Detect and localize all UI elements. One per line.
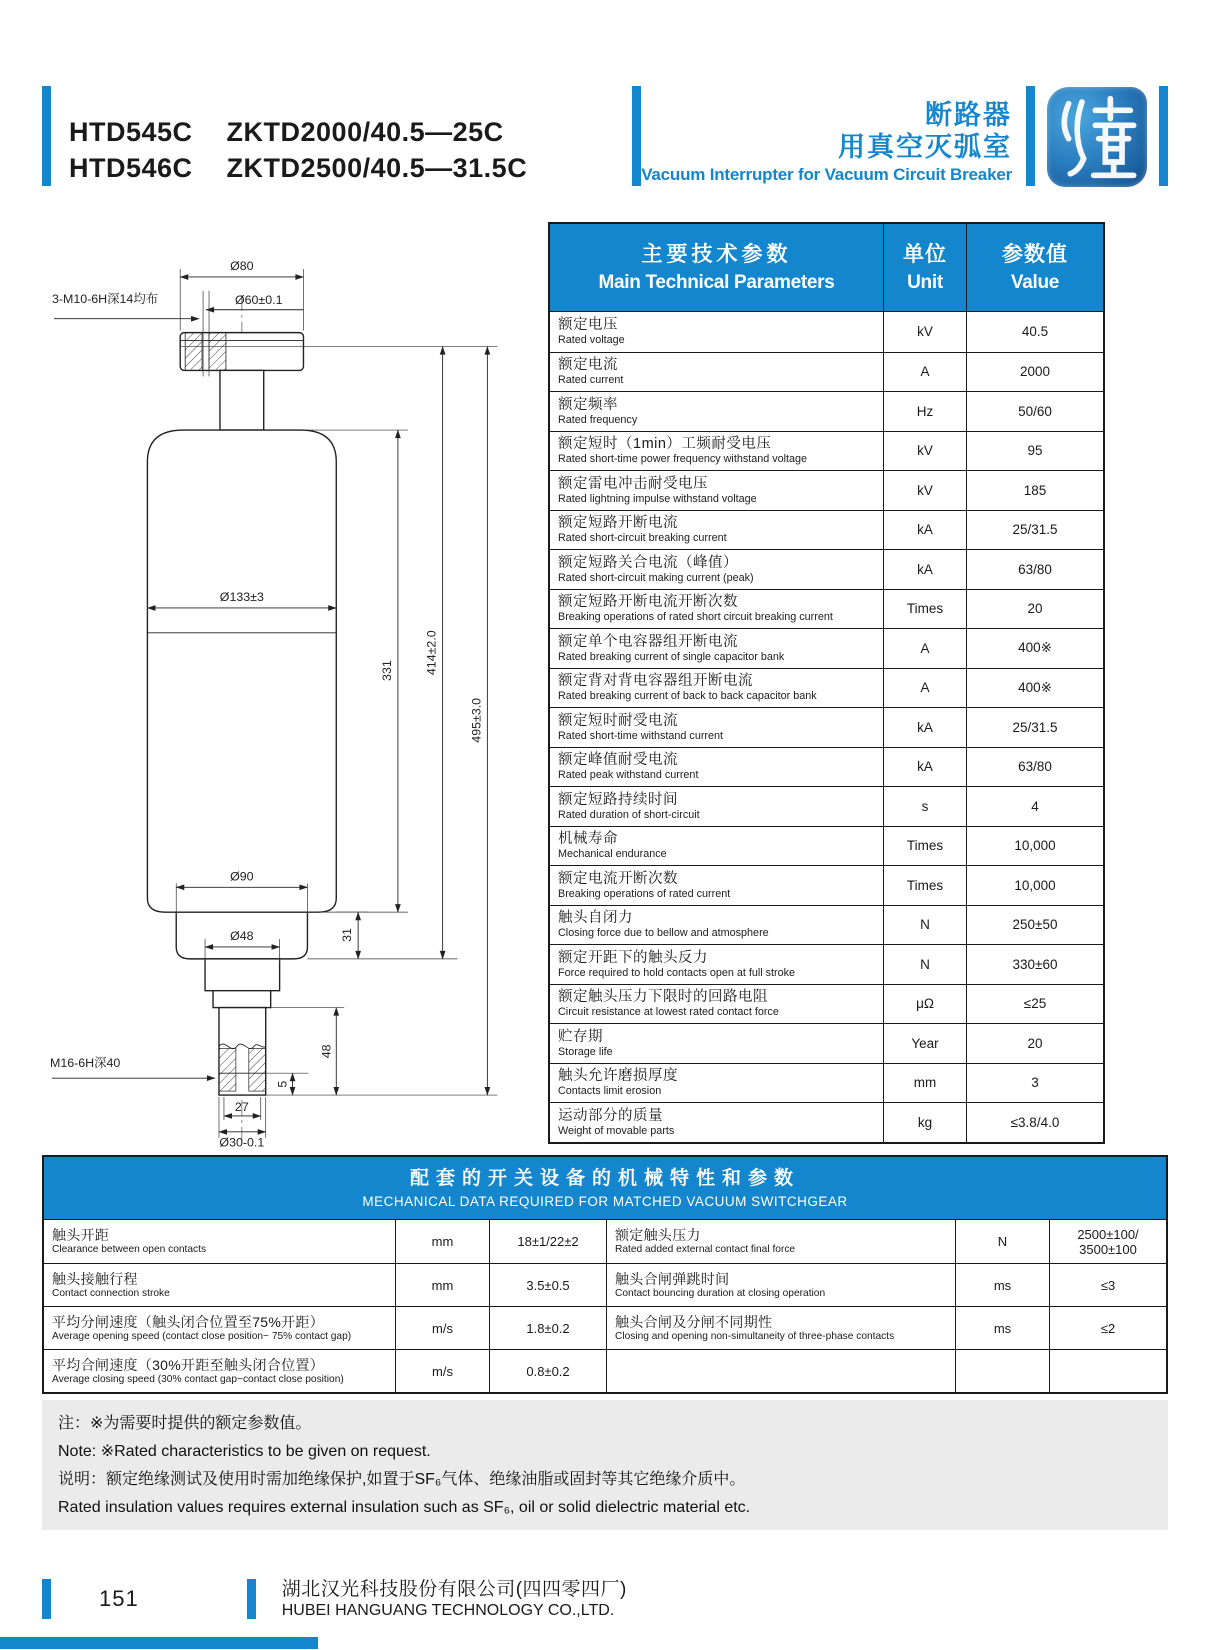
mech-value: 3.5±0.5 [489,1263,606,1306]
param-name-en: Rated short-circuit breaking current [558,532,727,545]
product-title [641,86,1012,188]
param-value: 50/60 [1018,403,1052,419]
seal-glyph-icon [1047,87,1147,187]
accent-bar [247,1579,256,1619]
header-cell-value [967,224,1103,311]
table-row [550,944,1103,984]
notes-section [42,1400,1168,1530]
param-name-en: Circuit resistance at lowest rated contact force [558,1006,779,1019]
mech-table-body [44,1220,1166,1392]
note-en: Note: ※Rated characteristics to be given on request. [58,1443,431,1460]
table-row [550,628,1103,668]
dim-label-31: 31 [340,928,355,942]
mech-value: ≤3 [1049,1263,1166,1306]
param-name-en: Rated frequency [558,413,638,426]
mech-param-zh: 触头合闸弹跳时间 [615,1270,730,1287]
company-en: HUBEI HANGUANG TECHNOLOGY CO.,LTD. [281,1601,615,1619]
param-name-zh: 额定短时耐受电流 [558,712,678,729]
param-cell [550,866,884,905]
table-row [550,786,1103,826]
table-row [550,510,1103,550]
title-en: Vacuum Interrupter for Vacuum Circuit Breaker [641,165,1012,184]
mech-param-cell [44,1306,395,1349]
note-zh: 注：※为需要时提供的额定参数值。 [58,1415,312,1432]
interrupter-outline-drawing [48,224,550,1151]
param-name-en: Rated short-time power frequency withstand voltage [558,453,808,466]
param-value: 2000 [1019,364,1051,380]
param-name-en: Rated breaking current of single capacitor bank [558,650,785,663]
param-unit: μΩ [884,985,967,1024]
param-value: 400※ [1018,640,1052,656]
param-unit: N [884,945,967,984]
table-row [550,865,1103,905]
param-cell [550,945,884,984]
param-unit: Year [884,1024,967,1063]
param-unit: kA [884,511,967,550]
param-name-en: Breaking operations of rated current [558,887,731,900]
param-name-zh: 额定电流 [558,357,618,374]
table-row [550,312,1103,352]
param-value: 4 [1031,798,1039,814]
mech-param-cell [44,1263,395,1306]
param-unit: A [884,669,967,708]
accent-bar [42,86,51,186]
param-unit: Hz [884,392,967,431]
param-name-en: Rated current [558,374,624,387]
param-value: 63/80 [1018,561,1052,577]
param-cell [550,629,884,668]
param-unit: N [884,906,967,945]
param-name-zh: 额定频率 [558,396,618,413]
param-name-en: Contacts limit erosion [558,1085,662,1098]
drawing-lines [49,269,497,1142]
dim-label-boss-dia: Ø48 [230,928,254,943]
table-row [550,391,1103,431]
dim-label-top-holes: 3-M10-6H深14均布 [51,291,159,306]
param-value: 25/31.5 [1012,522,1058,538]
param-cell [550,312,884,352]
mech-param-en: Rated added external contact final force [615,1244,796,1255]
mech-unit: mm [395,1263,489,1306]
dim-label-lower-dia: Ø90 [230,869,254,884]
hanguang-seal-logo-icon [1047,87,1147,187]
param-unit: kV [884,432,967,471]
mech-param-en: Closing and opening non-simultaneity of three-phase contacts [615,1330,895,1342]
param-unit: s [884,787,967,826]
table-row [550,431,1103,471]
dim-label-stem-len: 48 [319,1044,334,1059]
param-cell [550,392,884,431]
header-unit-en: Unit [907,271,943,293]
param-name-en: Mechanical endurance [558,848,667,861]
accent-bar [1159,86,1168,186]
header-param-en: Main Technical Parameters [598,271,835,293]
header-param-zh: 主要技术参数 [641,242,792,266]
param-cell [550,471,884,510]
param-cell [550,827,884,866]
title-zh-line1: 断路器 [925,100,1012,130]
param-name-zh: 额定短时（1min）工频耐受电压 [558,436,772,453]
dim-label-total-len: 495±3.0 [469,697,484,743]
mech-param-en: Clearance between open contacts [52,1244,207,1255]
model-line [69,114,527,150]
param-name-zh: 额定雷电冲击耐受电压 [558,475,708,492]
param-value: 20 [1027,1035,1043,1051]
param-cell [550,550,884,589]
mech-value: 2500±100/ 3500±100 [1049,1220,1166,1263]
param-name-en: Weight of movable parts [558,1124,675,1137]
model-number: HTD545C [69,117,193,147]
param-unit: Times [884,590,967,629]
company-name [282,1578,627,1621]
param-name-en: Rated short-circuit making current (peak) [558,571,754,584]
mech-unit: m/s [395,1306,489,1349]
table-row [550,984,1103,1024]
param-name-zh: 额定短路关合电流（峰值） [558,554,738,571]
param-name-en: Rated duration of short-circuit [558,808,700,821]
param-name-en: Rated voltage [558,334,625,347]
param-unit: kg [884,1103,967,1142]
param-value: ≤3.8/4.0 [1010,1114,1060,1130]
model-number: HTD546C [69,153,193,183]
param-value: 185 [1023,482,1047,498]
param-cell [550,590,884,629]
mech-param-cell [44,1349,395,1392]
param-cell [550,511,884,550]
mech-param-zh: 触头开距 [52,1227,110,1243]
param-cell [550,985,884,1024]
main-parameters-table [548,222,1105,1144]
table-row [550,549,1103,589]
param-name-zh: 额定峰值耐受电流 [558,752,678,769]
title-zh-line2: 用真空灭弧室 [838,132,1012,162]
param-unit: A [884,629,967,668]
mech-value [1049,1349,1166,1392]
page-header [42,86,1168,188]
param-value: ≤25 [1023,996,1047,1012]
param-unit: Times [884,866,967,905]
mech-unit [955,1349,1049,1392]
mech-unit: ms [955,1263,1049,1306]
dim-label-bolt-circle: Ø60±0.1 [234,292,283,307]
accent-bar [632,86,641,186]
mech-param-cell [606,1306,955,1349]
mech-value: 0.8±0.2 [489,1349,606,1392]
mech-param-zh: 平均合闸速度（30%开距至触头闭合位置） [52,1356,325,1373]
param-value: 400※ [1018,679,1052,695]
param-value: 63/80 [1018,759,1052,775]
mech-title-en: MECHANICAL DATA REQUIRED FOR MATCHED VACUUM SWITCHGEAR [362,1194,848,1209]
dim-label-top-width: Ø80 [230,258,254,273]
table-row [550,707,1103,747]
param-cell [550,1024,884,1063]
param-name-zh: 额定电压 [558,317,618,334]
accent-bar [42,1579,51,1619]
page-footer [42,1576,1168,1622]
header-cell-parameters [550,224,884,311]
mech-param-zh: 平均分闸速度（触头闭合位置至75%开距） [52,1313,325,1330]
param-unit: mm [884,1064,967,1103]
header-right [632,86,1168,188]
param-value: 40.5 [1021,324,1049,340]
table-row [550,589,1103,629]
table-body [550,312,1103,1142]
dim-label-bottom-thread: M16-6H深40 [49,1056,121,1071]
mech-param-cell [606,1220,955,1263]
dim-label-body-dia: Ø133±3 [219,590,264,605]
param-name-zh: 贮存期 [558,1028,603,1045]
table-row [550,1063,1103,1103]
mech-param-zh: 触头接触行程 [52,1270,138,1287]
company-zh: 湖北汉光科技股份有限公司(四四零四厂) [281,1578,627,1600]
mech-unit: m/s [395,1349,489,1392]
accent-bar [1026,86,1035,186]
dim-label-thread-w: 27 [234,1099,249,1114]
param-value: 20 [1027,601,1043,617]
param-unit: kA [884,708,967,747]
param-unit: kA [884,550,967,589]
mech-param-cell [606,1263,955,1306]
technical-drawing [48,224,550,1151]
table-header [550,224,1103,312]
param-value: 25/31.5 [1012,719,1058,735]
mech-unit: ms [955,1306,1049,1349]
param-name-zh: 额定短路开断电流开断次数 [558,594,738,611]
table-row [550,826,1103,866]
param-name-zh: 额定背对背电容器组开断电流 [558,673,753,690]
bottom-accent-strip [0,1637,318,1649]
logo-wrap [1047,86,1147,188]
param-cell [550,906,884,945]
model-list [69,86,527,188]
table-row [550,352,1103,392]
param-cell [550,1103,884,1142]
mech-unit: mm [395,1220,489,1263]
table-row [550,1023,1103,1063]
param-name-zh: 额定电流开断次数 [558,870,678,887]
table-row [550,1102,1103,1142]
mech-param-zh: 触头合闸及分闸不同期性 [615,1313,773,1330]
mech-param-cell [44,1220,395,1263]
mech-value: ≤2 [1049,1306,1166,1349]
table-row [550,905,1103,945]
mech-param-cell [606,1349,955,1392]
param-unit: A [884,353,967,392]
param-cell [550,708,884,747]
param-cell [550,353,884,392]
dim-label-body-len: 331 [379,660,394,681]
param-name-en: Rated breaking current of back to back capacitor bank [558,690,817,703]
param-value: 10,000 [1014,877,1056,893]
param-unit: kV [884,312,967,352]
param-name-en: Force required to hold contacts open at full stroke [558,966,796,979]
param-name-en: Rated short-time withstand current [558,729,724,742]
param-name-en: Storage life [558,1045,613,1058]
mech-title-zh: 配套的开关设备的机械特性和参数 [409,1168,800,1189]
model-type: ZKTD2500/40.5—31.5C [226,153,528,183]
mech-value: 1.8±0.2 [489,1306,606,1349]
table-row [550,668,1103,708]
mech-unit: N [955,1220,1049,1263]
mech-param-en: Contact bouncing duration at closing operation [615,1287,826,1299]
param-value: 3 [1031,1075,1039,1091]
param-value: 330±60 [1012,956,1058,972]
mech-value: 18±1/22±2 [489,1220,606,1263]
param-name-zh: 额定单个电容器组开断电流 [558,633,738,650]
param-name-en: Closing force due to bellow and atmosphere [558,927,769,940]
header-value-zh: 参数值 [1002,242,1068,266]
mech-param-en: Contact connection stroke [52,1287,170,1299]
param-value: 10,000 [1014,838,1056,854]
param-cell [550,432,884,471]
header-value-en: Value [1010,271,1060,293]
param-cell [550,748,884,787]
model-type: ZKTD2000/40.5—25C [226,117,504,147]
dim-label-5: 5 [275,1080,290,1088]
param-unit: kA [884,748,967,787]
mech-param-zh: 额定触头压力 [615,1227,701,1243]
dim-label-414: 414±2.0 [424,630,439,676]
param-name-en: Rated peak withstand current [558,769,699,782]
param-unit: Times [884,827,967,866]
param-name-en: Rated lightning impulse withstand voltage [558,492,757,505]
param-name-en: Breaking operations of rated short circuit breaking current [558,611,833,624]
param-name-zh: 额定短路持续时间 [558,791,678,808]
param-name-zh: 触头自闭力 [558,910,633,927]
header-unit-zh: 单位 [903,242,947,266]
param-cell [550,669,884,708]
param-cell [550,787,884,826]
param-value: 95 [1027,443,1043,459]
desc-en: Rated insulation values requires external insulation such as SF₆, oil or solid dielectric material etc. [58,1499,751,1516]
param-cell [550,1064,884,1103]
mech-param-en: Average closing speed (30% contact gap~contact close position) [52,1373,344,1385]
param-value: 250±50 [1012,917,1058,933]
model-line [69,150,527,186]
param-name-zh: 额定开距下的触头反力 [558,949,708,966]
header-cell-unit [884,224,967,311]
table-row [550,747,1103,787]
desc-zh: 说明：额定绝缘测试及使用时需加绝缘保护,如置于SF₆气体、绝缘油脂或固封等其它绝缘介质中。 [58,1471,746,1488]
param-name-zh: 机械寿命 [558,831,618,848]
param-name-zh: 触头允许磨损厚度 [558,1068,678,1085]
dim-label-stem-dia: Ø30-0.1 [219,1135,265,1150]
param-unit: kV [884,471,967,510]
param-name-zh: 额定触头压力下限时的回路电阻 [558,989,768,1006]
mech-param-en: Average opening speed (contact close position~ 75% contact gap) [52,1330,352,1342]
param-name-zh: 额定短路开断电流 [558,515,678,532]
page-number: 151 [99,1586,139,1611]
table-row [550,470,1103,510]
param-name-zh: 运动部分的质量 [558,1107,663,1124]
mechanical-data-table [42,1155,1168,1394]
mech-table-title [44,1157,1166,1220]
